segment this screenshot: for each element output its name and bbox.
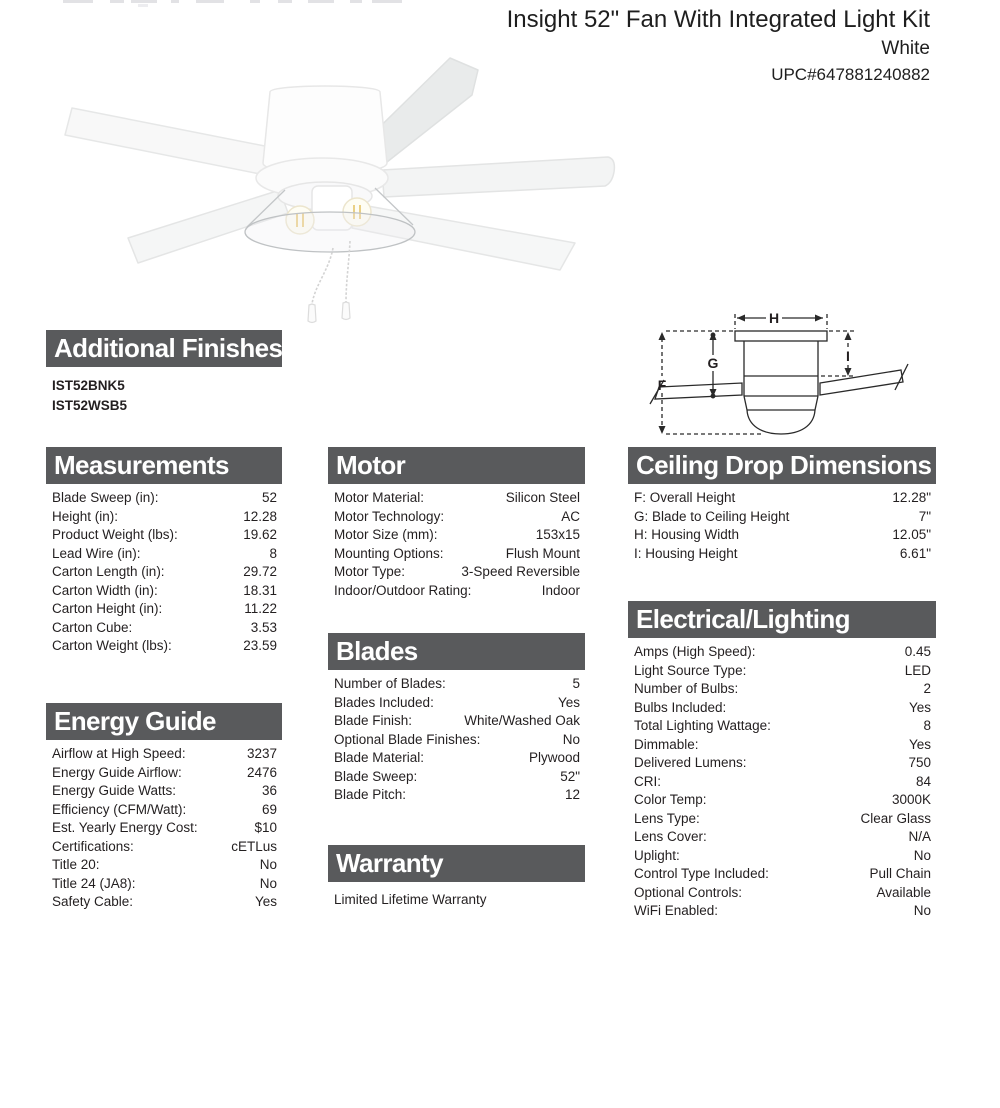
spec-row [52,819,277,838]
spec-row-label: F: Overall Height [634,490,736,505]
spec-row-label: Indoor/Outdoor Rating: [334,582,472,598]
spec-row [634,754,931,773]
finish-item: IST52BNK5 [52,378,125,393]
spec-row [52,563,277,582]
spec-row [52,764,277,783]
product-title: Insight 52" Fan With Integrated Light Kit [506,6,930,33]
spec-row-label: Motor Material: [334,490,425,505]
spec-row-label: Mounting Options: [334,545,444,561]
fan-pull-chain [342,241,350,320]
spec-row-value: Yes [908,699,931,715]
spec-row-value: No [913,847,931,863]
spec-row [52,856,277,875]
spec-rows [328,670,585,805]
spec-row-label: Dimmable: [634,736,699,752]
spec-row-label: Total Lighting Wattage: [634,718,771,733]
product-finish: White [881,38,930,59]
spec-row-label: Safety Cable: [52,894,134,909]
spec-row-value: Plywood [528,750,580,765]
fan-blade [382,157,614,197]
spec-row-value: No [562,731,580,747]
spec-row-value: 750 [908,755,931,770]
spec-row-value: 8 [923,718,931,733]
spec-row-label: Lens Type: [634,810,700,826]
spec-row-value: 5 [572,676,580,691]
spec-row-label: Blade Finish: [334,713,413,728]
spec-row-label: H: Housing Width [634,527,740,542]
spec-row-value: 52 [261,490,277,505]
spec-row [334,675,580,694]
section-heading: Warranty [328,845,585,882]
spec-row [52,838,277,857]
spec-rows [628,484,936,563]
spec-row [634,680,931,699]
spec-row [634,643,931,662]
spec-row-label: Carton Length (in): [52,564,165,579]
spec-row-value: 2 [923,681,931,696]
finish-list [46,367,282,415]
spec-row-value: 18.31 [243,582,277,598]
spec-row-value: No [259,875,277,891]
spec-row-value: Indoor [541,582,580,598]
diagram-label-f: F [657,377,667,393]
spec-row-value: Clear Glass [860,810,931,826]
section-heading: Energy Guide [46,703,282,740]
spec-row [634,902,931,921]
spec-row-label: Lead Wire (in): [52,545,141,561]
spec-row-value: 52" [560,768,580,784]
spec-row-label: Blades Included: [334,694,434,710]
spec-row-label: Number of Blades: [334,676,446,691]
diagram-housing [735,331,827,341]
spec-row [52,875,277,894]
spec-row [634,662,931,681]
spec-row-label: Airflow at High Speed: [52,746,186,761]
section-motor [328,447,585,600]
section-additional-finishes [46,330,282,415]
spec-row-value: 36 [261,783,277,798]
spec-row-value: Yes [557,694,580,710]
spec-row-label: Est. Yearly Energy Cost: [52,820,198,835]
spec-row [334,712,580,731]
spec-row [334,526,580,545]
spec-row [52,545,277,564]
spec-row-label: Motor Technology: [334,508,445,524]
fan-product-image [35,45,650,360]
spec-row-value: White/Washed Oak [464,713,580,728]
spec-row [334,545,580,564]
spec-row-value: 6.61" [899,545,931,561]
spec-row [52,526,277,545]
spec-rows [328,484,585,600]
section-ceiling-drop-dimensions [628,447,936,563]
section-warranty [328,845,585,909]
spec-row-label: CRI: [634,773,661,789]
spec-row-value: 7" [918,508,931,524]
spec-row [52,489,277,508]
spec-row-label: Delivered Lumens: [634,755,747,770]
spec-row [52,745,277,764]
spec-rows [46,484,282,656]
spec-row [52,508,277,527]
spec-row-value: Flush Mount [505,545,580,561]
spec-row-value: 23.59 [243,638,277,653]
spec-row-label: Carton Cube: [52,619,133,635]
spec-row-value: 2476 [246,764,277,780]
spec-rows [628,638,936,921]
spec-row-value: 3237 [246,746,277,761]
spec-row-value: LED [904,662,931,678]
spec-row-label: Optional Blade Finishes: [334,731,481,747]
spec-row-value: 12 [564,787,580,802]
section-measurements [46,447,282,656]
spec-row-value: No [259,857,277,872]
spec-row-value: 8 [269,545,277,561]
ceiling-drop-diagram [645,298,955,446]
spec-row [634,810,931,829]
spec-row [334,768,580,787]
spec-row [634,847,931,866]
spec-row-value: 12.05" [892,527,931,542]
spec-row-value: 0.45 [904,644,931,659]
spec-row-label: Carton Width (in): [52,582,158,598]
spec-row-label: Lens Cover: [634,829,707,844]
spec-row-label: Carton Height (in): [52,601,163,616]
spec-row-value: Silicon Steel [505,490,580,505]
spec-row-label: G: Blade to Ceiling Height [634,508,790,524]
spec-row [334,731,580,750]
spec-row-label: Blade Sweep (in): [52,490,159,505]
spec-row-label: Energy Guide Watts: [52,783,177,798]
spec-row-label: Control Type Included: [634,866,769,881]
spec-row [52,893,277,912]
spec-row [634,736,931,755]
spec-row-label: Motor Size (mm): [334,527,438,542]
spec-row-label: Light Source Type: [634,662,747,678]
spec-row [52,801,277,820]
spec-row-label: Color Temp: [634,792,707,807]
spec-row [334,582,580,601]
section-heading: Motor [328,447,585,484]
diagram-label-g: G [707,355,719,371]
section-heading: Additional Finishes [46,330,282,367]
spec-row-value: Pull Chain [869,866,931,881]
spec-row-label: Efficiency (CFM/Watt): [52,801,187,817]
spec-row [634,545,931,564]
spec-row-label: Blade Material: [334,750,425,765]
spec-row-value: 153x15 [535,527,580,542]
spec-row [334,694,580,713]
spec-row-value: 3.53 [250,619,277,635]
spec-row-value: 3000K [891,792,931,807]
spec-row-label: Title 24 (JA8): [52,875,136,891]
spec-row [634,699,931,718]
spec-row-label: Blade Sweep: [334,768,418,784]
fan-pull-chain [308,248,333,323]
fan-blade [65,108,285,178]
spec-row [52,582,277,601]
spec-row-label: Motor Type: [334,564,406,579]
spec-row-label: WiFi Enabled: [634,903,719,918]
spec-row-value: Yes [908,736,931,752]
section-electrical-lighting [628,601,936,921]
spec-row [634,526,931,545]
spec-row-value: 3-Speed Reversible [461,564,580,579]
finish-item: IST52WSB5 [52,397,128,413]
spec-row-label: Blade Pitch: [334,787,407,802]
spec-row [334,508,580,527]
spec-row [634,489,931,508]
spec-row [634,865,931,884]
spec-row [634,508,931,527]
diagram-blade [655,383,742,399]
diagram-blade [820,370,903,395]
spec-row-label: Product Weight (lbs): [52,527,178,542]
spec-row [634,828,931,847]
spec-row-label: I: Housing Height [634,545,738,561]
spec-row-value: 84 [915,773,931,789]
cropped-logo-remnant [0,0,450,8]
spec-row-label: Carton Weight (lbs): [52,638,172,653]
spec-row [52,782,277,801]
spec-row-value: 19.62 [243,527,277,542]
section-energy-guide [46,703,282,912]
spec-row-value: AC [561,508,580,524]
spec-row-value: Yes [254,894,277,909]
spec-row [334,749,580,768]
section-heading: Measurements [46,447,282,484]
spec-row-value: 69 [261,801,277,817]
spec-row-label: Number of Bulbs: [634,681,739,696]
spec-row-value: No [913,903,931,918]
spec-row [334,489,580,508]
spec-row-value: cETLus [231,838,277,854]
spec-row [52,600,277,619]
spec-row-value: Available [876,884,931,900]
spec-row-label: Amps (High Speed): [634,644,756,659]
spec-row [52,637,277,656]
spec-row-value: 11.22 [244,601,277,616]
spec-row [334,563,580,582]
spec-row-label: Optional Controls: [634,884,743,900]
spec-row [634,791,931,810]
spec-row-value: 12.28" [892,490,931,505]
spec-row [634,884,931,903]
spec-row-value: 29.72 [243,564,277,579]
diagram-label-h: H [768,310,780,326]
spec-row-label: Uplight: [634,847,680,863]
warranty-text: Limited Lifetime Warranty [334,892,487,907]
section-blades [328,633,585,805]
spec-rows [46,740,282,912]
spec-row-label: Energy Guide Airflow: [52,764,182,780]
diagram-label-i: I [846,348,850,364]
spec-row-value: $10 [254,820,277,835]
spec-row-value: 12.28 [243,508,277,524]
spec-row-label: Certifications: [52,838,134,854]
section-heading: Electrical/Lighting [628,601,936,638]
spec-row-label: Height (in): [52,508,119,524]
spec-row [52,619,277,638]
spec-row [334,786,580,805]
spec-row [634,773,931,792]
section-heading: Blades [328,633,585,670]
spec-row-label: Title 20: [52,857,100,872]
section-heading: Ceiling Drop Dimensions [628,447,936,484]
spec-row [634,717,931,736]
spec-row-label: Bulbs Included: [634,699,727,715]
product-upc: UPC#647881240882 [771,65,930,84]
spec-row-value: N/A [908,829,931,844]
